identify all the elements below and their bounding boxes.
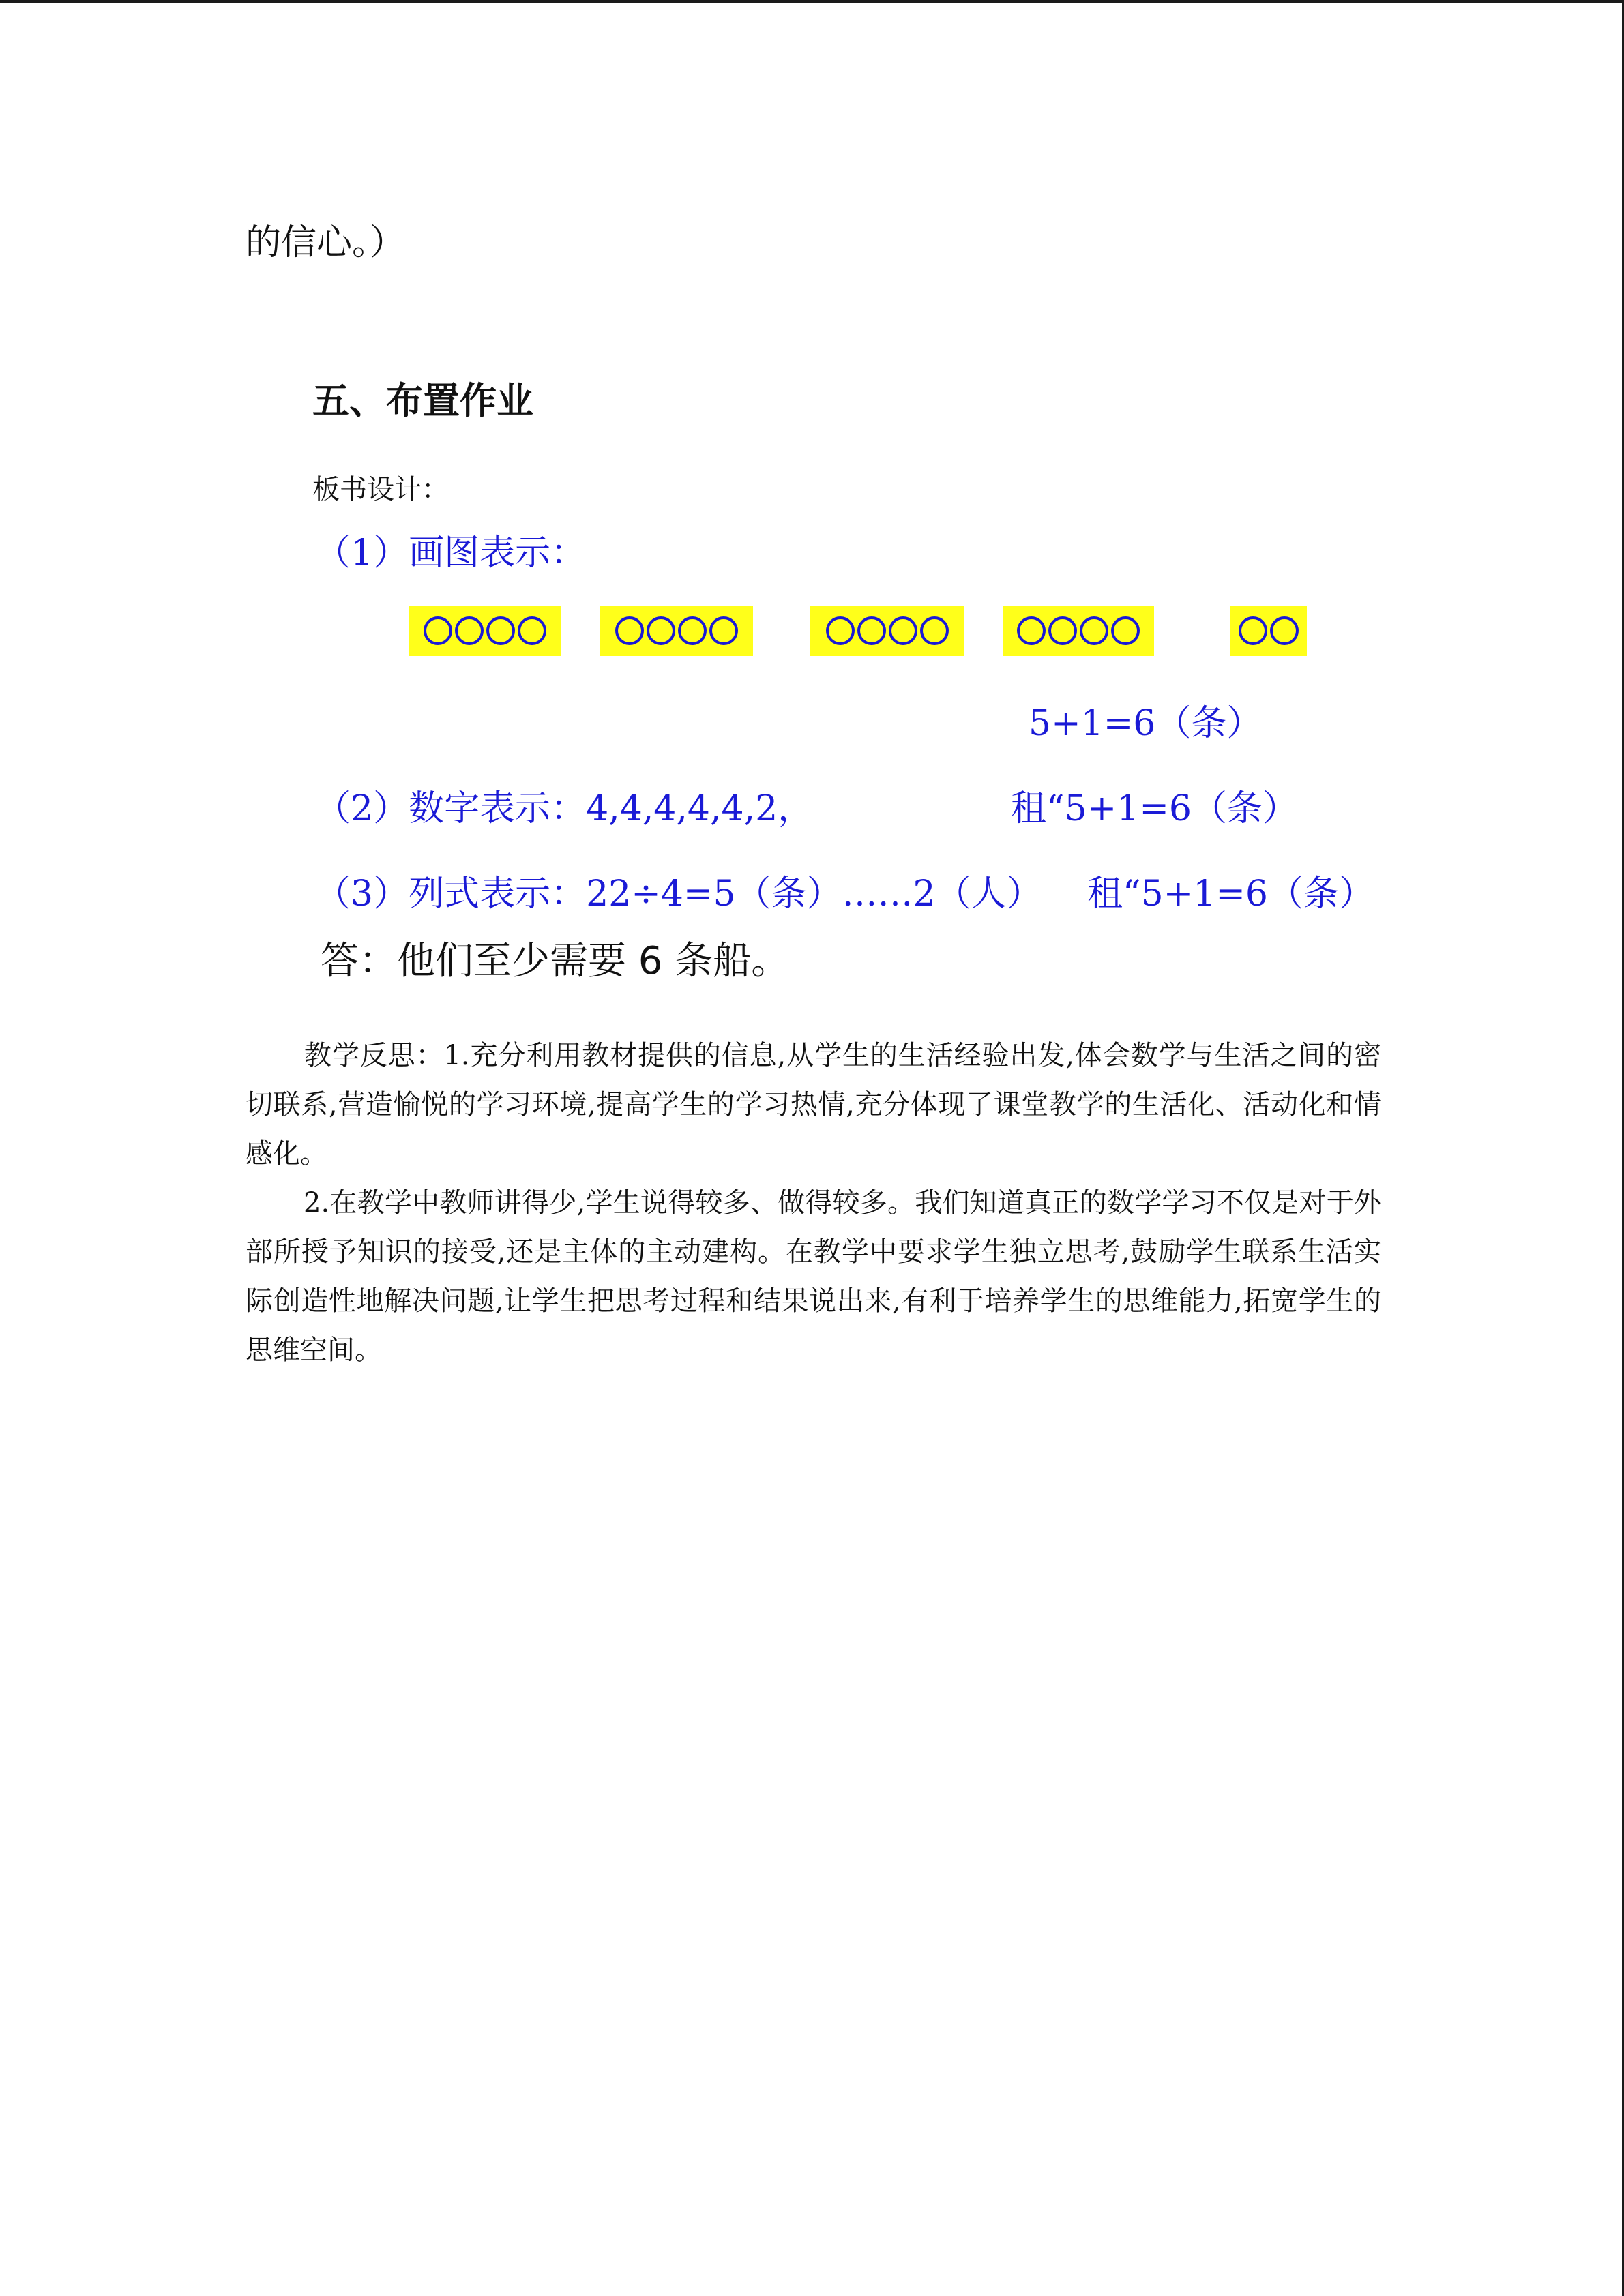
- circle-group-4: [1003, 606, 1154, 656]
- answer-text: 答：他们至少需要 6 条船。: [321, 939, 790, 983]
- formula-equation: 租“5+1=6（条）: [1087, 874, 1374, 914]
- circle-group-3: [810, 606, 964, 656]
- circle-icon: [1111, 616, 1140, 645]
- drawing-representation-label: （1）画图表示：: [315, 533, 587, 573]
- circle-icon: [889, 616, 917, 645]
- drawing-equation: 5+1=6（条）: [1029, 703, 1263, 744]
- circle-icon: [424, 616, 452, 645]
- circle-group-1: [409, 606, 561, 656]
- circle-icon: [1239, 616, 1267, 645]
- circle-icon: [518, 616, 546, 645]
- circle-icon: [1048, 616, 1077, 645]
- continuation-text: 的信心。）: [246, 222, 406, 263]
- number-representation-label: （2）数字表示：4,4,4,4,4,2，: [315, 788, 814, 829]
- formula-representation-label: （3）列式表示：22÷4=5（条）……2（人）: [315, 874, 1042, 914]
- board-design-label: 板书设计：: [312, 474, 449, 505]
- reflection-text-1: 教学反思：1.充分利用教材提供的信息,从学生的生活经验出发,体会数学与生活之间的密切联系,营造愉悦的学习环境,提高学生的学习热情,充分体现了课堂教学的生活化、活动化和情感化。: [246, 1040, 1381, 1169]
- page-border-top: [0, 0, 1624, 3]
- reflection-text-2: 2.在教学中教师讲得少,学生说得较多、做得较多。我们知道真正的数学学习不仅是对于外部所授予知识的接受,还是主体的主动建构。在教学中要求学生独立思考,鼓励学生联系生活实际创造性地解决问题,让学生把思考过程和结果说出来,有利于培养学生的思维能力,拓宽学生的思维空间。: [246, 1187, 1381, 1366]
- number-equation: 租“5+1=6（条）: [1011, 788, 1298, 829]
- circle-group-2: [600, 606, 753, 656]
- circle-icon: [647, 616, 675, 645]
- circle-group-5: [1230, 606, 1307, 656]
- circle-icon: [1080, 616, 1108, 645]
- circle-icon: [709, 616, 738, 645]
- circle-icon: [920, 616, 949, 645]
- reflection-paragraph-1: [246, 1031, 1381, 1178]
- circle-icon: [826, 616, 855, 645]
- section-heading: 五、布置作业: [312, 379, 533, 422]
- reflection-paragraph-2: [246, 1178, 1381, 1375]
- circle-icon: [455, 616, 484, 645]
- circle-icon: [486, 616, 515, 645]
- circle-icon: [678, 616, 707, 645]
- circle-icon: [1270, 616, 1299, 645]
- circle-icon: [1017, 616, 1046, 645]
- circle-icon: [615, 616, 644, 645]
- circle-icon: [857, 616, 886, 645]
